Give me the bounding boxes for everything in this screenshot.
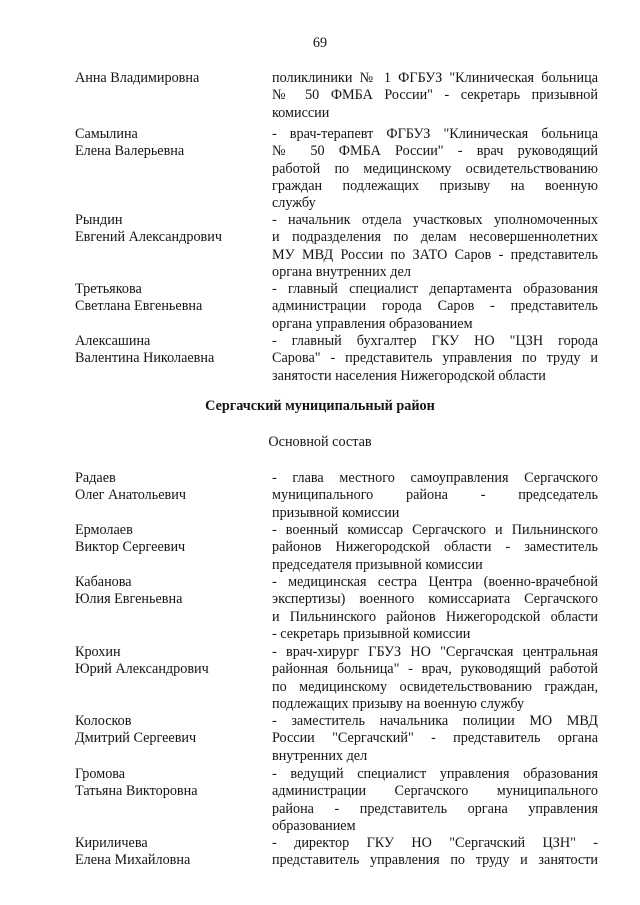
role-line: - врач-терапевт ФГБУЗ "Клиническая больница bbox=[272, 126, 598, 142]
role-line: работой по медицинскому освидетельствованию bbox=[272, 160, 598, 177]
member-name bbox=[75, 574, 265, 609]
member-role bbox=[272, 713, 598, 765]
role-line: № 50 ФМБА России" - секретарь призывной bbox=[272, 87, 598, 104]
role-line: - ведущий специалист управления образования bbox=[272, 766, 598, 782]
member-name bbox=[75, 70, 265, 87]
surname-line: Рындин bbox=[75, 212, 123, 228]
role-line: - военный комиссар Сергачского и Пильнинского bbox=[272, 522, 598, 538]
role-line: председателя призывной комиссии bbox=[272, 556, 483, 573]
role-line: - врач-хирург ГБУЗ НО "Сергачская центральная bbox=[272, 644, 598, 660]
member-name bbox=[75, 766, 265, 801]
name-line: Евгений Александрович bbox=[75, 229, 222, 246]
role-line: - глава местного самоуправления Сергачского bbox=[272, 470, 598, 486]
role-line: граждан подлежащих призыву на военную bbox=[272, 177, 598, 194]
role-line: призывной комиссии bbox=[272, 504, 400, 521]
member-role bbox=[272, 522, 598, 574]
role-line: МУ МВД России по ЗАТО Саров - представитель bbox=[272, 246, 598, 263]
member-role bbox=[272, 70, 598, 122]
role-line: и Пильнинского районов Нижегородской области bbox=[272, 608, 598, 625]
name-line: Светлана Евгеньевна bbox=[75, 298, 203, 315]
role-line: внутренних дел bbox=[272, 747, 368, 764]
member-name bbox=[75, 835, 265, 870]
role-line: районная больница" - врач, руководящий работой bbox=[272, 661, 598, 678]
role-line: и подразделения по делам несовершеннолетних bbox=[272, 229, 598, 246]
role-line: - главный бухгалтер ГКУ НО "ЦЗН города bbox=[272, 333, 598, 349]
name-line: Дмитрий Сергеевич bbox=[75, 730, 197, 747]
member-role bbox=[272, 281, 598, 333]
name-line: Елена Валерьевна bbox=[75, 143, 185, 160]
name-line: Виктор Сергеевич bbox=[75, 539, 186, 556]
surname-line: Самылина bbox=[75, 126, 138, 142]
surname-line: Кабанова bbox=[75, 574, 132, 590]
surname-line: Колосков bbox=[75, 713, 132, 729]
role-line: службу bbox=[272, 195, 316, 212]
role-line: занятости населения Нижегородской области bbox=[272, 367, 546, 384]
name-line: Татьяна Викторовна bbox=[75, 783, 198, 800]
role-line: - заместитель начальника полиции МО МВД bbox=[272, 713, 598, 729]
member-name bbox=[75, 212, 265, 247]
member-role bbox=[272, 835, 598, 870]
member-name bbox=[75, 644, 265, 679]
role-line: образованием bbox=[272, 817, 356, 834]
role-line: Сарова" - представитель управления по труду и bbox=[272, 350, 598, 367]
role-line: комиссии bbox=[272, 104, 330, 121]
surname-line: Кириличева bbox=[75, 835, 148, 851]
role-line: района - представитель органа управления bbox=[272, 800, 598, 817]
name-line: Олег Анатольевич bbox=[75, 487, 186, 504]
member-role bbox=[272, 644, 598, 713]
member-name bbox=[75, 126, 265, 161]
role-line: - главный специалист департамента образования bbox=[272, 281, 598, 297]
member-role bbox=[272, 126, 598, 212]
surname-line: Третьякова bbox=[75, 281, 142, 297]
name-line: Анна Владимировна bbox=[75, 70, 200, 86]
role-line: представитель управления по труду и занятости bbox=[272, 852, 598, 869]
member-role bbox=[272, 212, 598, 281]
role-line: - начальник отдела участковых уполномоченных bbox=[272, 212, 598, 228]
role-line: районов Нижегородской области - заместитель bbox=[272, 539, 598, 556]
member-role bbox=[272, 574, 598, 643]
role-line: по медицинскому освидетельствованию граждан, bbox=[272, 678, 598, 695]
role-line: администрации Сергачского муниципального bbox=[272, 783, 598, 800]
section-title: Сергачский муниципальный район bbox=[205, 398, 435, 414]
member-role bbox=[272, 333, 598, 385]
role-line: муниципального района - председатель bbox=[272, 487, 598, 504]
role-line: администрации города Саров - представитель bbox=[272, 298, 598, 315]
surname-line: Крохин bbox=[75, 644, 121, 660]
member-name bbox=[75, 281, 265, 316]
name-line: Валентина Николаевна bbox=[75, 350, 215, 367]
role-line: - секретарь призывной комиссии bbox=[272, 625, 471, 642]
role-line: поликлиники № 1 ФГБУЗ "Клиническая больница bbox=[272, 70, 598, 86]
role-line: органа управления образованием bbox=[272, 315, 473, 332]
member-name bbox=[75, 470, 265, 505]
subsection-title: Основной состав bbox=[268, 434, 372, 450]
surname-line: Ермолаев bbox=[75, 522, 133, 538]
member-role bbox=[272, 766, 598, 835]
member-name bbox=[75, 713, 265, 748]
member-name bbox=[75, 333, 265, 368]
role-line: - медицинская сестра Центра (военно-врачебной bbox=[272, 574, 598, 590]
role-line: № 50 ФМБА России" - врач руководящий bbox=[272, 143, 598, 160]
name-line: Юрий Александрович bbox=[75, 661, 209, 678]
name-line: Елена Михайловна bbox=[75, 852, 191, 869]
member-name bbox=[75, 522, 265, 557]
member-role bbox=[272, 470, 598, 522]
role-line: - директор ГКУ НО "Сергачский ЦЗН" - bbox=[272, 835, 598, 851]
role-line: органа внутренних дел bbox=[272, 263, 411, 280]
role-line: экспертизы) военного комиссариата Сергачского bbox=[272, 591, 598, 608]
surname-line: Радаев bbox=[75, 470, 116, 486]
name-line: Юлия Евгеньевна bbox=[75, 591, 183, 608]
surname-line: Громова bbox=[75, 766, 126, 782]
role-line: подлежащих призыву на военную службу bbox=[272, 695, 525, 712]
surname-line: Алексашина bbox=[75, 333, 151, 349]
page-number: 69 bbox=[312, 35, 328, 51]
role-line: России "Сергачский" - представитель органа bbox=[272, 730, 598, 747]
